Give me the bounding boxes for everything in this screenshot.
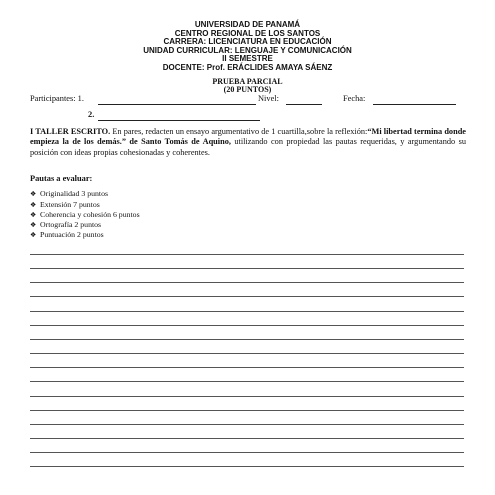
fecha-label: Fecha: [343,94,366,103]
diamond-bullet-icon: ❖ [30,221,37,229]
instruction-quote: “Mi libertad termina donde empieza la de los demás.” de Santo Tomás de Aquino, [30,127,466,147]
instruction-heading: I TALLER ESCRITO. [30,127,111,136]
exam-points: (20 PUNTOS) [223,85,272,95]
writing-line[interactable] [30,410,464,411]
criteria-item: ❖ Puntuación 2 puntos [30,230,104,239]
semester: II SEMESTRE [222,54,273,64]
fecha-field[interactable] [373,104,456,105]
writing-line[interactable] [30,339,464,340]
diamond-bullet-icon: ❖ [30,231,37,239]
criteria-item: ❖ Ortografía 2 puntos [30,220,102,229]
writing-line[interactable] [30,311,464,312]
writing-line[interactable] [30,381,464,382]
writing-line[interactable] [30,268,464,269]
diamond-bullet-icon: ❖ [30,190,37,198]
teacher: DOCENTE: Prof. ERÁCLIDES AMAYA SÁENZ [162,62,333,72]
regional-center: CENTRO REGIONAL DE LOS SANTOS [174,28,321,38]
writing-line[interactable] [30,424,464,425]
university-name: UNIVERSIDAD DE PANAMÁ [194,20,301,29]
writing-line[interactable] [30,296,464,297]
writing-line[interactable] [30,438,464,439]
writing-line[interactable] [30,254,464,255]
writing-line[interactable] [30,353,464,354]
instruction-text-2: utilizando con propiedad las pautas requeridas, y argumentando su posición con ideas propias cohesionadas y coherentes. [30,137,466,157]
criteria-title: Pautas a evaluar: [30,174,93,183]
participant-2-field[interactable] [98,120,260,121]
writing-line[interactable] [30,325,464,326]
instruction-paragraph [30,127,466,158]
participant-2-label: 2. [88,110,95,119]
nivel-label: Nivel: [258,94,279,103]
instruction-text-1: En pares, redacten un ensayo argumentativo de 1 cuartilla,sobre la reflexión: [110,127,368,136]
writing-line[interactable] [30,367,464,368]
participants-label: Participantes: 1. [30,94,84,103]
diamond-bullet-icon: ❖ [30,201,37,209]
criteria-item: ❖ Originalidad 3 puntos [30,189,108,198]
exam-title: PRUEBA PARCIAL [212,77,283,86]
curricular-unit: UNIDAD CURRICULAR: LENGUAJE Y COMUNICACIÓN [143,45,352,55]
nivel-field[interactable] [286,104,322,105]
exam-title-block [0,78,495,95]
criteria-item: ❖ Extensión 7 puntos [30,200,100,209]
participant-1-field[interactable] [98,104,256,105]
writing-line[interactable] [30,282,464,283]
writing-line[interactable] [30,452,464,453]
writing-line[interactable] [30,396,464,397]
criteria-item: ❖ Coherencia y cohesión 6 puntos [30,210,140,219]
document-header [0,21,495,73]
writing-line[interactable] [30,466,464,467]
career: CARRERA: LICENCIATURA EN EDUCACIÓN [163,37,332,47]
diamond-bullet-icon: ❖ [30,211,37,219]
